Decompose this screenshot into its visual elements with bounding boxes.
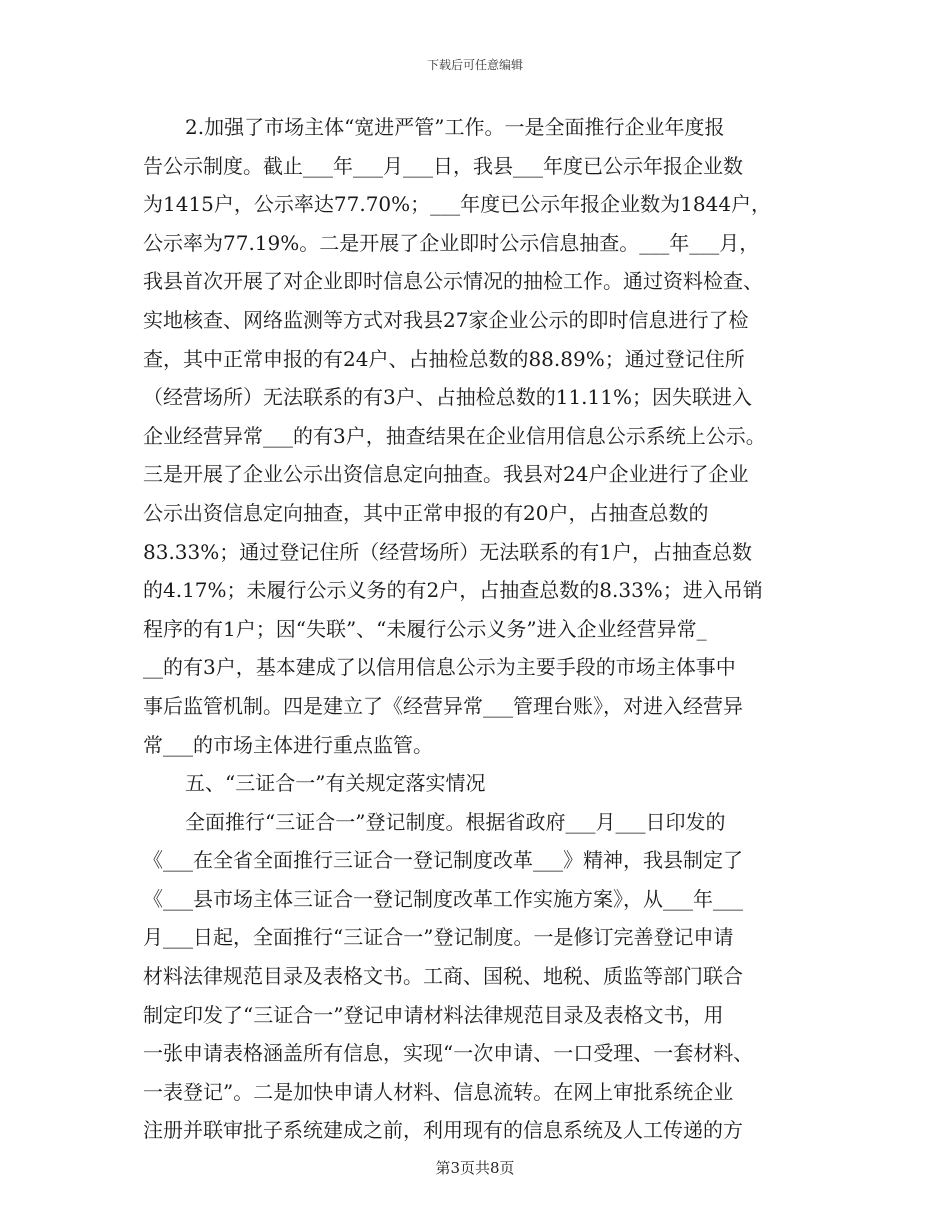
paragraph-line: 全面推行“三证合一”登记制度。根据省政府___月___日印发的: [185, 809, 726, 834]
paragraph-line: 告公示制度。截止___年___月___日，我县___年度已公示年报企业数: [143, 153, 743, 178]
paragraph-line: 企业经营异常___的有3户，抽查结果在企业信用信息公示系统上公示。: [143, 423, 766, 448]
paragraph-line: 事后监管机制。四是建立了《经营异常___管理台账》，对进入经营异: [143, 693, 743, 718]
paragraph-line: 实地核查、网络监测等方式对我县27家企业公示的即时信息进行了检: [143, 307, 749, 332]
paragraph-line: 月___日起，全面推行“三证合一”登记制度。一是修订完善登记申请: [143, 925, 734, 950]
paragraph-line: 为1415户，公示率达77.70%；___年度已公示年报企业数为1844户，: [143, 192, 772, 217]
paragraph-line: 注册并联审批子系统建成之前，利用现有的信息系统及人工传递的方: [143, 1118, 743, 1143]
paragraph-line: 查，其中正常申报的有24户、占抽检总数的88.89%；通过登记住所: [143, 346, 745, 371]
paragraph-line: 三是开展了企业公示出资信息定向抽查。我县对24户企业进行了企业: [143, 462, 749, 487]
page-header: 下载后可任意编辑: [426, 58, 523, 72]
paragraph-line: 材料法律规范目录及表格文书。工商、国税、地税、质监等部门联合: [143, 964, 743, 989]
paragraph-line: 的4.17%；未履行公示义务的有2户，占抽查总数的8.33%；进入吊销: [143, 578, 763, 603]
paragraph-line: 一表登记”。二是加快申请人材料、信息流转。在网上审批系统企业: [143, 1079, 734, 1104]
paragraph-line: 公示率为77.19%。二是开展了企业即时公示信息抽查。___年___月，: [143, 230, 760, 255]
paragraph-line: 我县首次开展了对企业即时信息公示情况的抽检工作。通过资料检查、: [143, 269, 763, 294]
paragraph-line: 程序的有1户；因“失联”、“未履行公示义务”进入企业经营异常_: [143, 616, 707, 641]
paragraph-line: 83.33%；通过登记住所（经营场所）无法联系的有1户，占抽查总数: [143, 539, 752, 564]
paragraph-line: （经营场所）无法联系的有3户、占抽检总数的11.11%；因失联进入: [143, 385, 752, 410]
paragraph-line: 制定印发了“三证合一”登记申请材料法律规范目录及表格文书，用: [143, 1002, 724, 1027]
paragraph-line: 《___县市场主体三证合一登记制度改革工作实施方案》，从___年___: [143, 886, 743, 911]
document-body: [143, 108, 815, 1150]
section-heading: 五、“三证合一”有关规定落实情况: [185, 771, 486, 796]
paragraph-line: __的有3户，基本建成了以信用信息公示为主要手段的市场主体事中: [143, 655, 736, 680]
paragraph-line: 常___的市场主体进行重点监管。: [143, 732, 433, 757]
paragraph-line: 2.加强了市场主体“宽进严管”工作。一是全面推行企业年度报: [185, 115, 725, 139]
paragraph-line: 一张申请表格涵盖所有信息，实现“一次申请、一口受理、一套材料、: [143, 1041, 754, 1066]
paragraph-line: 《___在全省全面推行三证合一登记制度改革___》精神，我县制定了: [143, 848, 743, 873]
page-number: 第3页共8页: [435, 1159, 515, 1177]
paragraph-line: 公示出资信息定向抽查，其中正常申报的有20户，占抽查总数的: [143, 500, 709, 525]
